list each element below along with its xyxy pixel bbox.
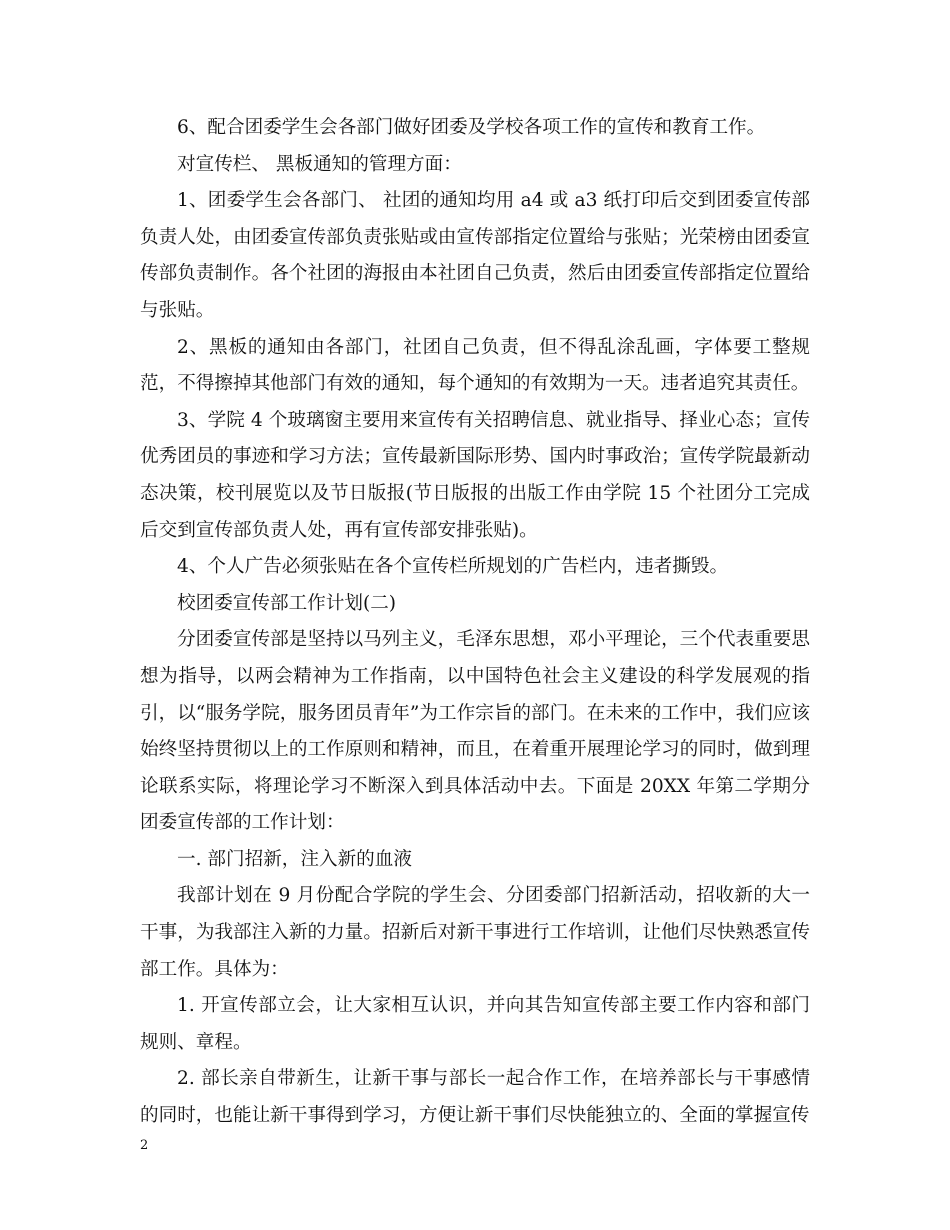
section-title-plan-2: 校团委宣传部工作计划(二) (177, 592, 397, 614)
page-number: 2 (140, 1138, 149, 1153)
paragraph-rule-2: 2、黑板的通知由各部门，社团自己负责，但不得乱涂乱画，字体要工整规范，不得擦掉其他部门有效的通知，每个通知的有效期为一天。违者追究其责任。 (140, 336, 810, 395)
paragraph-item-6: 6、配合团委学生会各部门做好团委及学校各项工作的宣传和教育工作。 (177, 117, 766, 138)
section-heading-recruitment: 一. 部门招新，注入新的血液 (177, 848, 412, 870)
paragraph-rule-3: 3、学院 4 个玻璃窗主要用来宣传有关招聘信息、就业指导、择业心态；宣传优秀团员的事迹和学习方法；宣传最新国际形势、国内时事政治；宣传学院最新动态决策，校刊展览以及节日版报(节日版报的出版工作由学院 15 个社团分工完成后交到宣传部负责人处，再有宣传部安排张贴)。 (140, 409, 810, 541)
paragraph-rule-1: 1、团委学生会各部门、 社团的通知均用 a4 或 a3 纸打印后交到团委宣传部负责人处，由团委宣传部负责张贴或由宣传部指定位置给与张贴；光荣榜由团委宣传部负责制作。各个社团的海报由本社团自己负责，然后由团委宣传部指定位置给与张贴。 (140, 190, 810, 321)
document-body (140, 110, 810, 1135)
paragraph-step-2: 2. 部长亲自带新生，让新干事与部长一起合作工作，在培养部长与干事感情的同时，也能让新干事得到学习，方便让新干事们尽快能独立的、全面的掌握宣传 (140, 1068, 810, 1127)
paragraph-rule-4: 4、个人广告必须张贴在各个宣传栏所规划的广告栏内，违者撕毁。 (177, 556, 729, 578)
paragraph-bulletin-heading: 对宣传栏、 黑板通知的管理方面： (177, 153, 462, 175)
paragraph-intro: 分团委宣传部是坚持以马列主义，毛泽东思想，邓小平理论，三个代表重要思想为指导，以两会精神为工作指南，以中国特色社会主义建设的科学发展观的指引，以“服务学院，服务团员青年”为工作宗旨的部门。在未来的工作中，我们应该始终坚持贯彻以上的工作原则和精神，而且，在着重开展理论学习的同时，做到理论联系实际，将理论学习不断深入到具体活动中去。下面是 20XX 年第二学期分团委宣传部的工作计划： (140, 629, 810, 834)
paragraph-recruitment-plan: 我部计划在 9 月份配合学院的学生会、分团委部门招新活动，招收新的大一干事，为我部注入新的力量。招新后对新干事进行工作培训，让他们尽快熟悉宣传部工作。具体为： (140, 885, 810, 980)
paragraph-step-1: 1. 开宣传部立会，让大家相互认识，并向其告知宣传部主要工作内容和部门规则、章程。 (140, 995, 810, 1053)
